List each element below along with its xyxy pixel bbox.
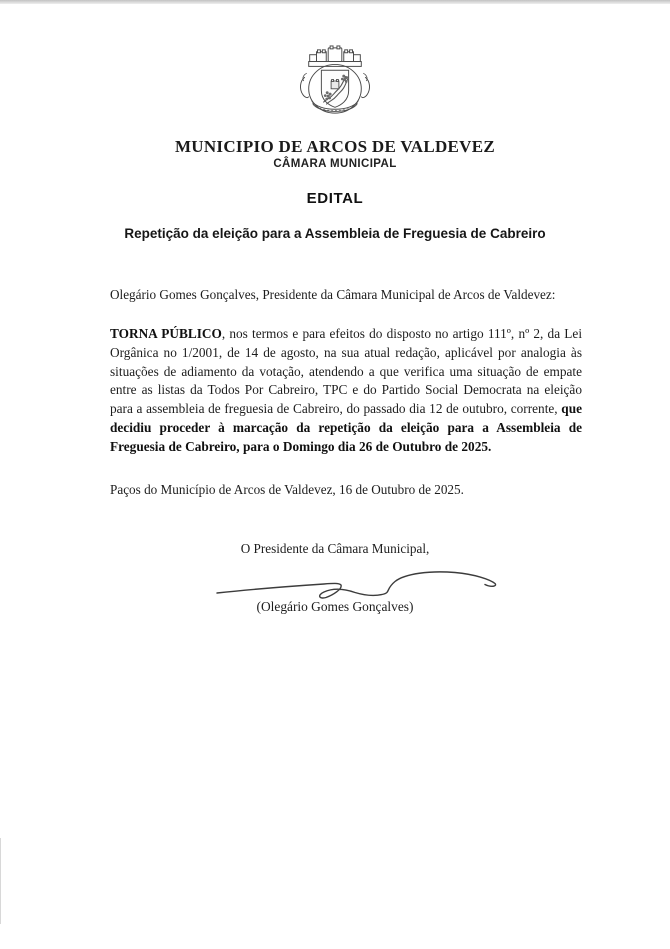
- dateline: Paços do Município de Arcos de Valdevez, 16 de Outubro de 2025.: [110, 482, 464, 497]
- edital-subject-line: Repetição da eleição para a Assembleia de Freguesia de Cabreiro: [124, 226, 546, 241]
- intro-line: Olegário Gomes Gonçalves, Presidente da Câmara Municipal de Arcos de Valdevez:: [110, 287, 556, 302]
- paragraph-bold-tail: que decidiu proceder à marcação da repetição da eleição para a Assembleia de Freguesia de Cabreiro, para o Domingo dia 26 de Outubro de 2025.: [110, 401, 582, 454]
- coat-of-arms-icon: [296, 44, 374, 118]
- scan-edge-left: [0, 838, 1, 924]
- signature-name: (Olegário Gomes Gonçalves): [256, 599, 414, 614]
- paragraph-bold-lead: TORNA PÚBLICO: [110, 326, 222, 342]
- municipality-title: MUNICIPIO DE ARCOS DE VALDEVEZ: [174, 137, 496, 156]
- department-subtitle: CÂMARA MUNICIPAL: [273, 158, 397, 170]
- scan-edge-top: [0, 0, 670, 4]
- main-paragraph: [110, 325, 582, 456]
- signature-title: O Presidente da Câmara Municipal,: [240, 541, 430, 556]
- edital-title: EDITAL: [306, 190, 364, 207]
- paragraph-normal-text: , nos termos e para efeitos do disposto no artigo 111º, nº 2, da Lei Orgânica no 1/2001, de 14 de agosto, na sua atual redação, aplicável por analogia às situações de adiamento da votação, atendendo a que verifica uma situação de empate entre as listas da Todos Por Cabreiro, TPC e do Partido Social Democrata na eleição para a assembleia de freguesia de Cabreiro, do passado dia 12 de outubro, corrente,: [110, 326, 583, 417]
